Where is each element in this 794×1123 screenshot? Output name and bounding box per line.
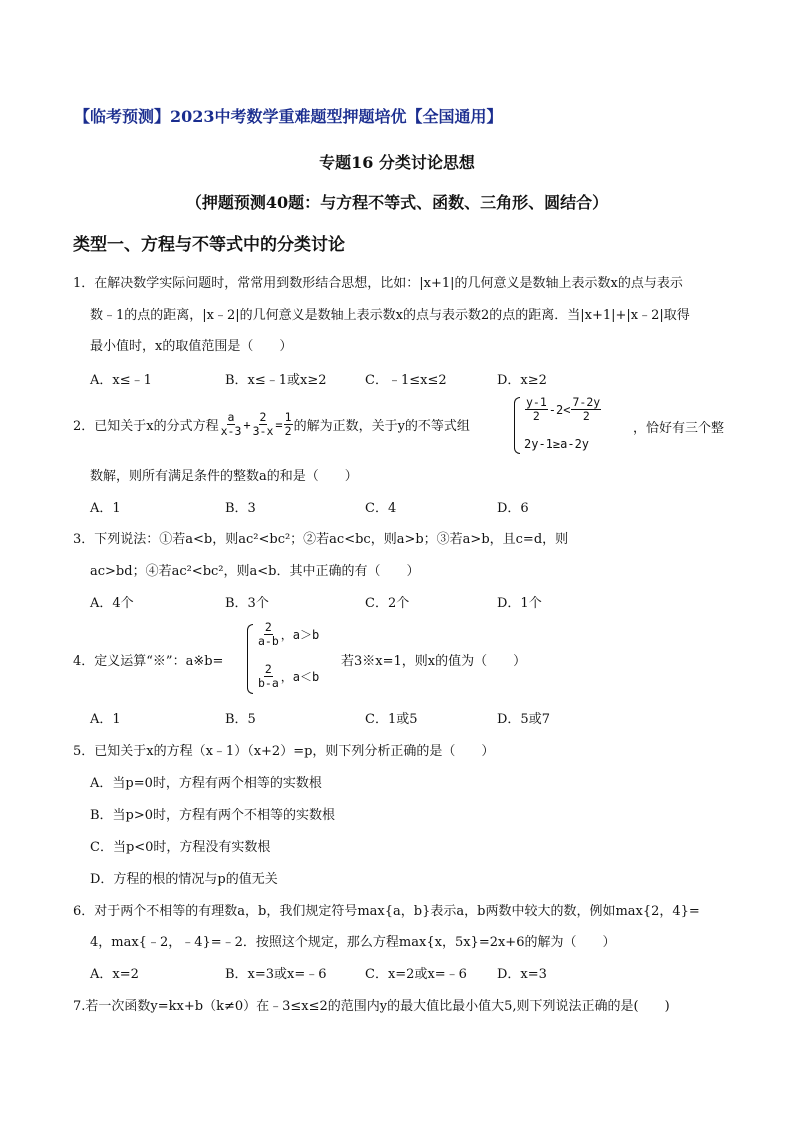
q1-line1: 1．在解决数学实际问题时，常常用到数形结合思想，比如：|x+1|的几何意义是数轴上表示数x的点与表示 (73, 276, 683, 291)
q2-fraction-2 (252, 411, 275, 438)
q5-option-b: B．当p>0时，方程有两个不相等的实数根 (90, 808, 336, 823)
q2-equals: = (275, 417, 283, 432)
q2-fraction-1 (220, 411, 243, 438)
q1-option-a: A．x≤﹣1 (90, 373, 152, 388)
q4-option-d: D．5或7 (497, 712, 550, 727)
q5-option-c: C．当p<0时，方程没有实数根 (90, 840, 271, 855)
q3-option-a: A．4个 (90, 596, 134, 611)
q4-cases-brace (247, 624, 253, 694)
q2-s2-fraction (571, 396, 601, 423)
q4-c1-condition: ，a＞b (280, 628, 320, 642)
q2-mid: 的解为正数，关于y的不等式组 (293, 419, 470, 434)
section-heading: 类型一、方程与不等式中的分类讨论 (73, 235, 345, 255)
q2-s1-fraction (525, 396, 548, 423)
q2-f2-num: 2 (259, 410, 267, 424)
q6-line1: 6．对于两个不相等的有理数a，b，我们规定符号max{a，b}表示a，b两数中较大的数，例如max{2，4}= (73, 904, 700, 919)
q4-post: 若3※x=1，则x的值为（ ） (341, 654, 527, 669)
q4-c2-den: b-a (258, 676, 279, 690)
q4-pre: 4．定义运算“※”：a※b= (73, 654, 224, 669)
q6-option-b: B．x=3或x=﹣6 (225, 967, 327, 982)
q5-line1: 5．已知关于x的方程（x﹣1）（x+2）=p，则下列分析正确的是（ ） (73, 744, 495, 759)
q2-f1-den: x-3 (220, 424, 242, 438)
q2-option-a: A．1 (90, 501, 121, 516)
q6-option-a: A．x=2 (90, 967, 139, 982)
q2-option-c: C．4 (365, 501, 397, 516)
q2-pre: 2．已知关于x的分式方程 (73, 419, 219, 434)
q2-plus: + (243, 417, 251, 432)
q4-option-b: B．5 (225, 712, 256, 727)
q2-line1 (73, 411, 470, 438)
q4-c2-condition: ，a＜b (280, 670, 320, 684)
q3-option-c: C．2个 (365, 596, 410, 611)
document-header: 【临考预测】2023中考数学重难题型押题培优【全国通用】 (74, 107, 503, 126)
q4-c1-fraction (257, 621, 280, 648)
q2-system-row2: 2y-1≥a-2y (524, 437, 590, 451)
q2-f3-num: 1 (284, 410, 292, 424)
q3-line2: ac>bd；④若ac²<bc²，则a<b．其中正确的有（ ） (90, 564, 420, 579)
q6-option-d: D．x=3 (497, 967, 547, 982)
q2-s1-mid: -2< (548, 402, 571, 417)
q2-s2-den: 2 (582, 409, 590, 423)
q1-option-d: D．x≥2 (497, 373, 547, 388)
q2-f2-den: 3-x (252, 424, 274, 438)
q2-option-b: B．3 (225, 501, 256, 516)
q2-system-row1 (524, 396, 602, 423)
q1-line2: 数﹣1的点的距离，|x﹣2|的几何意义是数轴上表示数x的点与表示数2的点的距离．当|x+1|+|x﹣2|取得 (90, 308, 690, 323)
q2-line2: 数解，则所有满足条件的整数a的和是（ ） (90, 469, 358, 484)
q2-post: ，恰好有三个整 (633, 421, 725, 436)
q4-c1-num: 2 (264, 620, 272, 634)
q2-s1-den: 2 (532, 409, 540, 423)
q4-c2-num: 2 (264, 662, 272, 676)
q1-line3: 最小值时，x的取值范围是（ ） (90, 339, 293, 354)
q4-case-1 (256, 621, 319, 648)
q4-option-c: C．1或5 (365, 712, 418, 727)
q4-option-a: A．1 (90, 712, 121, 727)
q5-option-d: D．方程的根的情况与p的值无关 (90, 872, 278, 887)
q2-system-brace (514, 397, 520, 454)
q2-s1-num: y-1 (526, 395, 547, 409)
q6-line2: 4，max{﹣2，﹣4}=﹣2．按照这个规定，那么方程max{x，5x}=2x+6的解为（ ） (90, 935, 616, 950)
q2-f3-den: 2 (284, 424, 292, 438)
q4-case-2 (256, 663, 319, 690)
document-title: 专题16 分类讨论思想 (319, 153, 475, 172)
q1-option-c: C．﹣1≤x≤2 (365, 373, 447, 388)
q2-option-d: D．6 (497, 501, 529, 516)
document-subtitle: （押题预测40题：与方程不等式、函数、三角形、圆结合） (185, 193, 609, 212)
q6-option-c: C．x=2或x=﹣6 (365, 967, 467, 982)
q3-option-d: D．1个 (497, 596, 542, 611)
q4-c1-den: a-b (258, 634, 279, 648)
q7-line1: 7.若一次函数y=kx+b（k≠0）在﹣3≤x≤2的范围内y的最大值比最小值大5,则下列说法正确的是( ) (73, 999, 670, 1014)
q2-fraction-3 (284, 411, 293, 438)
q3-line1: 3．下列说法：①若a<b，则ac²<bc²；②若ac<bc，则a>b；③若a>b，且c=d，则 (73, 532, 569, 547)
q1-option-b: B．x≤﹣1或x≥2 (225, 373, 327, 388)
q5-option-a: A．当p=0时，方程有两个相等的实数根 (90, 776, 322, 791)
q2-s2-num: 7-2y (572, 395, 601, 409)
q4-c2-fraction (257, 663, 280, 690)
q2-f1-num: a (227, 410, 235, 424)
q3-option-b: B．3个 (225, 596, 269, 611)
